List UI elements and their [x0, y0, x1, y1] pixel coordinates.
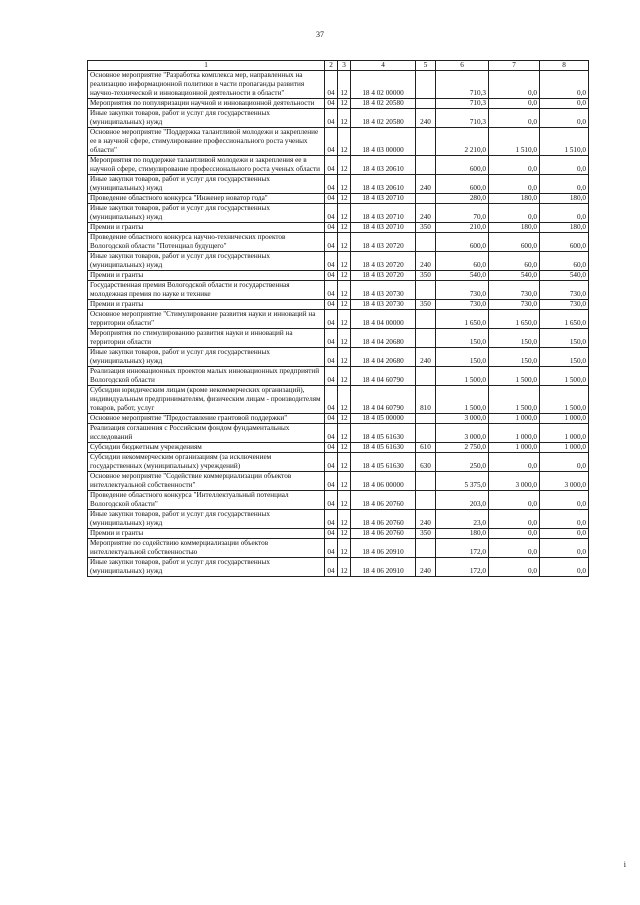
subsection-code: 12 [338, 281, 351, 300]
section-code: 04 [325, 204, 338, 223]
amount-col-6: 730,0 [436, 300, 489, 310]
amount-col-8: 60,0 [540, 252, 589, 271]
table-row [88, 223, 589, 233]
expense-type-code: 810 [416, 386, 436, 414]
target-article-code: 18 4 02 20580 [351, 109, 416, 128]
target-article-code: 18 4 05 61630 [351, 443, 416, 453]
amount-col-8: 0,0 [540, 204, 589, 223]
amount-col-7: 1 510,0 [489, 128, 540, 156]
subsection-code: 12 [338, 491, 351, 510]
row-description: Мероприятия по стимулированию развития науки и инноваций на территории области [88, 329, 325, 348]
section-code: 04 [325, 71, 338, 99]
row-description: Субсидии некоммерческим организациям (за исключением государственных (муниципальных) учреждений) [88, 453, 325, 472]
subsection-code: 12 [338, 310, 351, 329]
expense-type-code: 240 [416, 204, 436, 223]
amount-col-6: 730,0 [436, 281, 489, 300]
amount-col-6: 3 000,0 [436, 424, 489, 443]
expense-type-code: 630 [416, 453, 436, 472]
amount-col-8: 0,0 [540, 453, 589, 472]
target-article-code: 18 4 05 61630 [351, 453, 416, 472]
amount-col-7: 180,0 [489, 194, 540, 204]
amount-col-6: 203,0 [436, 491, 489, 510]
section-code: 04 [325, 175, 338, 194]
row-description: Основное мероприятие "Предоставление грантовой поддержки" [88, 414, 325, 424]
amount-col-6: 250,0 [436, 453, 489, 472]
expense-type-code [416, 472, 436, 491]
amount-col-6: 2 750,0 [436, 443, 489, 453]
target-article-code: 18 4 06 20910 [351, 558, 416, 577]
page-number: 37 [316, 30, 324, 39]
amount-col-7: 150,0 [489, 348, 540, 367]
section-code: 04 [325, 109, 338, 128]
section-code: 04 [325, 453, 338, 472]
table-row [88, 558, 589, 577]
subsection-code: 12 [338, 99, 351, 109]
amount-col-7: 150,0 [489, 329, 540, 348]
subsection-code: 12 [338, 414, 351, 424]
target-article-code: 18 4 02 00000 [351, 71, 416, 99]
target-article-code: 18 4 03 20720 [351, 233, 416, 252]
target-article-code: 18 4 04 20680 [351, 329, 416, 348]
target-article-code: 18 4 06 20760 [351, 510, 416, 529]
amount-col-7: 730,0 [489, 300, 540, 310]
amount-col-7: 0,0 [489, 204, 540, 223]
expense-type-code [416, 128, 436, 156]
budget-table [87, 60, 589, 577]
target-article-code: 18 4 03 20730 [351, 300, 416, 310]
amount-col-8: 0,0 [540, 539, 589, 558]
section-code: 04 [325, 386, 338, 414]
row-description: Премии и гранты [88, 271, 325, 281]
row-description: Премии и гранты [88, 529, 325, 539]
subsection-code: 12 [338, 386, 351, 414]
subsection-code: 12 [338, 424, 351, 443]
table-row [88, 99, 589, 109]
amount-col-7: 0,0 [489, 99, 540, 109]
amount-col-6: 3 000,0 [436, 414, 489, 424]
col-header: 2 [325, 61, 338, 71]
amount-col-8: 1 650,0 [540, 310, 589, 329]
target-article-code: 18 4 05 61630 [351, 424, 416, 443]
amount-col-8: 1 500,0 [540, 386, 589, 414]
amount-col-8: 1 500,0 [540, 367, 589, 386]
amount-col-7: 0,0 [489, 109, 540, 128]
section-code: 04 [325, 491, 338, 510]
subsection-code: 12 [338, 367, 351, 386]
amount-col-6: 600,0 [436, 175, 489, 194]
table-row [88, 472, 589, 491]
subsection-code: 12 [338, 109, 351, 128]
target-article-code: 18 4 03 20720 [351, 252, 416, 271]
subsection-code: 12 [338, 223, 351, 233]
section-code: 04 [325, 233, 338, 252]
subsection-code: 12 [338, 510, 351, 529]
expense-type-code [416, 156, 436, 175]
amount-col-6: 150,0 [436, 348, 489, 367]
amount-col-6: 280,0 [436, 194, 489, 204]
table-row [88, 281, 589, 300]
expense-type-code: 350 [416, 271, 436, 281]
table-row [88, 252, 589, 271]
amount-col-6: 2 210,0 [436, 128, 489, 156]
expense-type-code [416, 194, 436, 204]
section-code: 04 [325, 367, 338, 386]
section-code: 04 [325, 223, 338, 233]
subsection-code: 12 [338, 453, 351, 472]
row-description: Основное мероприятие "Разработка комплекса мер, направленных на реализацию информационной политики в части пропаганды развития научно-технической и инновационной деятельности в области" [88, 71, 325, 99]
amount-col-7: 0,0 [489, 510, 540, 529]
section-code: 04 [325, 252, 338, 271]
subsection-code: 12 [338, 233, 351, 252]
expense-type-code: 240 [416, 175, 436, 194]
target-article-code: 18 4 03 00000 [351, 128, 416, 156]
amount-col-7: 0,0 [489, 539, 540, 558]
expense-type-code [416, 491, 436, 510]
amount-col-7: 60,0 [489, 252, 540, 271]
target-article-code: 18 4 04 60790 [351, 367, 416, 386]
expense-type-code: 610 [416, 443, 436, 453]
side-mark: i [623, 860, 626, 869]
target-article-code: 18 4 03 20710 [351, 223, 416, 233]
expense-type-code: 240 [416, 558, 436, 577]
target-article-code: 18 4 06 00000 [351, 472, 416, 491]
target-article-code: 18 4 03 20710 [351, 204, 416, 223]
table-row [88, 71, 589, 99]
section-code: 04 [325, 414, 338, 424]
row-description: Иные закупки товаров, работ и услуг для государственных (муниципальных) нужд [88, 252, 325, 271]
amount-col-8: 0,0 [540, 510, 589, 529]
table-row [88, 539, 589, 558]
row-description: Реализация инновационных проектов малых инновационных предприятий Вологодской области [88, 367, 325, 386]
target-article-code: 18 4 03 20610 [351, 175, 416, 194]
amount-col-8: 730,0 [540, 281, 589, 300]
expense-type-code [416, 424, 436, 443]
row-description: Основное мероприятие "Поддержка талантливой молодежи и закрепление ее в научной сфере, стимулирование профессионального роста ученых области" [88, 128, 325, 156]
col-header: 6 [436, 61, 489, 71]
amount-col-7: 0,0 [489, 175, 540, 194]
target-article-code: 18 4 03 20610 [351, 156, 416, 175]
subsection-code: 12 [338, 472, 351, 491]
amount-col-6: 1 650,0 [436, 310, 489, 329]
row-description: Проведение областного конкурса научно-технических проектов Вологодской области "Потенциал будущего" [88, 233, 325, 252]
expense-type-code: 240 [416, 252, 436, 271]
expense-type-code [416, 329, 436, 348]
amount-col-8: 0,0 [540, 491, 589, 510]
section-code: 04 [325, 128, 338, 156]
table-row [88, 386, 589, 414]
amount-col-6: 1 500,0 [436, 367, 489, 386]
subsection-code: 12 [338, 252, 351, 271]
amount-col-6: 23,0 [436, 510, 489, 529]
expense-type-code: 240 [416, 348, 436, 367]
col-header: 7 [489, 61, 540, 71]
amount-col-8: 180,0 [540, 223, 589, 233]
target-article-code: 18 4 04 00000 [351, 310, 416, 329]
amount-col-8: 150,0 [540, 348, 589, 367]
section-code: 04 [325, 310, 338, 329]
subsection-code: 12 [338, 300, 351, 310]
amount-col-8: 0,0 [540, 99, 589, 109]
row-description: Премии и гранты [88, 300, 325, 310]
row-description: Основное мероприятие "Содействие коммерциализации объектов интеллектуальной собственности" [88, 472, 325, 491]
amount-col-7: 0,0 [489, 156, 540, 175]
row-description: Мероприятие по содействию коммерциализации объектов интеллектуальной собственностью [88, 539, 325, 558]
row-description: Иные закупки товаров, работ и услуг для государственных (муниципальных) нужд [88, 348, 325, 367]
amount-col-7: 0,0 [489, 491, 540, 510]
target-article-code: 18 4 06 20760 [351, 491, 416, 510]
table-row [88, 510, 589, 529]
header-row [88, 61, 589, 71]
section-code: 04 [325, 539, 338, 558]
table-row [88, 128, 589, 156]
amount-col-7: 1 500,0 [489, 367, 540, 386]
amount-col-7: 0,0 [489, 529, 540, 539]
table-row [88, 529, 589, 539]
expense-type-code [416, 367, 436, 386]
amount-col-6: 540,0 [436, 271, 489, 281]
amount-col-6: 150,0 [436, 329, 489, 348]
target-article-code: 18 4 06 20910 [351, 539, 416, 558]
subsection-code: 12 [338, 558, 351, 577]
amount-col-8: 540,0 [540, 271, 589, 281]
table-row [88, 156, 589, 175]
row-description: Иные закупки товаров, работ и услуг для государственных (муниципальных) нужд [88, 175, 325, 194]
amount-col-7: 730,0 [489, 281, 540, 300]
table-row [88, 300, 589, 310]
expense-type-code [416, 310, 436, 329]
subsection-code: 12 [338, 348, 351, 367]
table-row [88, 424, 589, 443]
table-row [88, 175, 589, 194]
target-article-code: 18 4 06 20760 [351, 529, 416, 539]
amount-col-7: 0,0 [489, 71, 540, 99]
amount-col-8: 0,0 [540, 175, 589, 194]
section-code: 04 [325, 99, 338, 109]
row-description: Иные закупки товаров, работ и услуг для государственных (муниципальных) нужд [88, 109, 325, 128]
table-row [88, 367, 589, 386]
amount-col-8: 730,0 [540, 300, 589, 310]
table-row [88, 310, 589, 329]
subsection-code: 12 [338, 194, 351, 204]
section-code: 04 [325, 281, 338, 300]
subsection-code: 12 [338, 329, 351, 348]
subsection-code: 12 [338, 175, 351, 194]
section-code: 04 [325, 472, 338, 491]
amount-col-8: 600,0 [540, 233, 589, 252]
amount-col-7: 1 500,0 [489, 386, 540, 414]
amount-col-7: 540,0 [489, 271, 540, 281]
subsection-code: 12 [338, 71, 351, 99]
amount-col-8: 3 000,0 [540, 472, 589, 491]
row-description: Премии и гранты [88, 223, 325, 233]
amount-col-7: 0,0 [489, 558, 540, 577]
section-code: 04 [325, 510, 338, 529]
target-article-code: 18 4 02 20580 [351, 99, 416, 109]
expense-type-code [416, 539, 436, 558]
section-code: 04 [325, 194, 338, 204]
subsection-code: 12 [338, 156, 351, 175]
expense-type-code: 240 [416, 510, 436, 529]
expense-type-code: 240 [416, 109, 436, 128]
amount-col-6: 600,0 [436, 233, 489, 252]
amount-col-8: 180,0 [540, 194, 589, 204]
amount-col-6: 210,0 [436, 223, 489, 233]
amount-col-8: 0,0 [540, 109, 589, 128]
col-header: 3 [338, 61, 351, 71]
section-code: 04 [325, 348, 338, 367]
section-code: 04 [325, 529, 338, 539]
table-row [88, 109, 589, 128]
table-row [88, 271, 589, 281]
amount-col-6: 710,3 [436, 71, 489, 99]
section-code: 04 [325, 558, 338, 577]
col-header: 5 [416, 61, 436, 71]
row-description: Реализация соглашения с Российским фондом фундаментальных исследований [88, 424, 325, 443]
row-description: Иные закупки товаров, работ и услуг для государственных (муниципальных) нужд [88, 558, 325, 577]
target-article-code: 18 4 05 00000 [351, 414, 416, 424]
section-code: 04 [325, 424, 338, 443]
table-row [88, 443, 589, 453]
subsection-code: 12 [338, 271, 351, 281]
subsection-code: 12 [338, 128, 351, 156]
subsection-code: 12 [338, 529, 351, 539]
amount-col-8: 1 000,0 [540, 443, 589, 453]
subsection-code: 12 [338, 204, 351, 223]
amount-col-8: 1 000,0 [540, 414, 589, 424]
amount-col-6: 600,0 [436, 156, 489, 175]
target-article-code: 18 4 04 20680 [351, 348, 416, 367]
amount-col-8: 0,0 [540, 156, 589, 175]
amount-col-7: 600,0 [489, 233, 540, 252]
target-article-code: 18 4 03 20720 [351, 271, 416, 281]
table-row [88, 414, 589, 424]
amount-col-8: 0,0 [540, 558, 589, 577]
amount-col-8: 0,0 [540, 529, 589, 539]
table-row [88, 204, 589, 223]
row-description: Проведение областного конкурса "Интеллектуальный потенциал Вологодской области" [88, 491, 325, 510]
amount-col-7: 3 000,0 [489, 472, 540, 491]
expense-type-code [416, 233, 436, 252]
amount-col-7: 1 650,0 [489, 310, 540, 329]
row-description: Субсидии бюджетным учреждениям [88, 443, 325, 453]
expense-type-code [416, 281, 436, 300]
amount-col-6: 70,0 [436, 204, 489, 223]
amount-col-8: 150,0 [540, 329, 589, 348]
amount-col-6: 710,3 [436, 109, 489, 128]
amount-col-7: 180,0 [489, 223, 540, 233]
row-description: Субсидии юридическим лицам (кроме некоммерческих организаций), индивидуальным предпринимателям, физическим лицам - производителям товаров, работ, услуг [88, 386, 325, 414]
amount-col-8: 1 000,0 [540, 424, 589, 443]
amount-col-7: 1 000,0 [489, 443, 540, 453]
expense-type-code [416, 99, 436, 109]
table-row [88, 453, 589, 472]
table-row [88, 233, 589, 252]
amount-col-6: 172,0 [436, 558, 489, 577]
col-header: 8 [540, 61, 589, 71]
row-description: Проведение областного конкурса "Инженер новатор года" [88, 194, 325, 204]
target-article-code: 18 4 03 20710 [351, 194, 416, 204]
amount-col-6: 5 375,0 [436, 472, 489, 491]
expense-type-code [416, 414, 436, 424]
row-description: Мероприятия по поддержке талантливой молодежи и закрепления ее в научной сфере, стимулирование профессионального роста ученых области [88, 156, 325, 175]
amount-col-6: 60,0 [436, 252, 489, 271]
table-row [88, 348, 589, 367]
col-header: 4 [351, 61, 416, 71]
amount-col-6: 710,3 [436, 99, 489, 109]
subsection-code: 12 [338, 443, 351, 453]
amount-col-8: 0,0 [540, 71, 589, 99]
amount-col-6: 172,0 [436, 539, 489, 558]
row-description: Основное мероприятие "Стимулирование развития науки и инноваций на территории области" [88, 310, 325, 329]
expense-type-code: 350 [416, 529, 436, 539]
section-code: 04 [325, 443, 338, 453]
amount-col-7: 1 000,0 [489, 424, 540, 443]
row-description: Мероприятия по популяризации научной и инновационной деятельности [88, 99, 325, 109]
table-row [88, 194, 589, 204]
row-description: Государственная премия Вологодской области и государственная молодежная премия по науке и технике [88, 281, 325, 300]
table-row [88, 491, 589, 510]
target-article-code: 18 4 04 60790 [351, 386, 416, 414]
row-description: Иные закупки товаров, работ и услуг для государственных (муниципальных) нужд [88, 510, 325, 529]
expense-type-code: 350 [416, 223, 436, 233]
amount-col-7: 0,0 [489, 453, 540, 472]
table-row [88, 329, 589, 348]
expense-type-code [416, 71, 436, 99]
amount-col-6: 180,0 [436, 529, 489, 539]
amount-col-7: 1 000,0 [489, 414, 540, 424]
section-code: 04 [325, 329, 338, 348]
amount-col-8: 1 510,0 [540, 128, 589, 156]
section-code: 04 [325, 300, 338, 310]
row-description: Иные закупки товаров, работ и услуг для государственных (муниципальных) нужд [88, 204, 325, 223]
section-code: 04 [325, 156, 338, 175]
expense-type-code: 350 [416, 300, 436, 310]
subsection-code: 12 [338, 539, 351, 558]
col-header: 1 [88, 61, 325, 71]
amount-col-6: 1 500,0 [436, 386, 489, 414]
section-code: 04 [325, 271, 338, 281]
target-article-code: 18 4 03 20730 [351, 281, 416, 300]
